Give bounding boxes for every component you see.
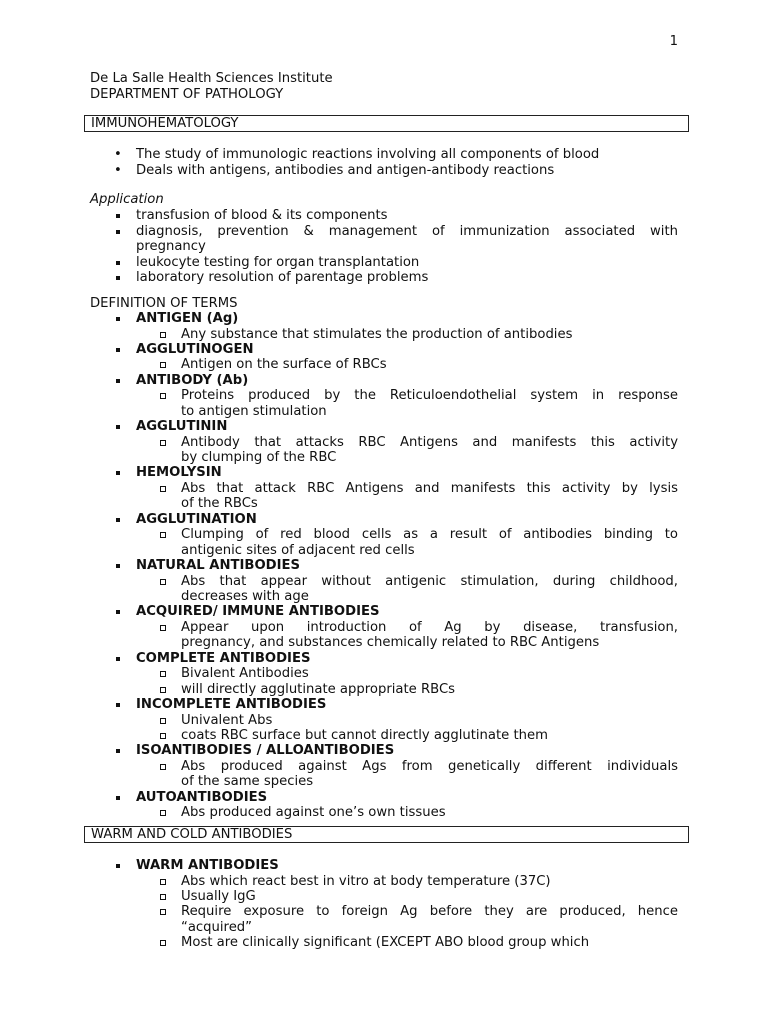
definition-text: Abs produced against Ags from genetically different individuals [181, 758, 678, 774]
term-label: HEMOLYSIN [136, 465, 222, 481]
list-item-text: pregnancy [136, 239, 206, 254]
hollow-square-bullet-icon [160, 625, 166, 631]
term-item [0, 419, 768, 435]
term-item [0, 342, 768, 358]
definition-text: Abs produced against one’s own tissues [181, 805, 446, 821]
warm-antibodies-list [0, 858, 768, 951]
hollow-square-bullet-icon [160, 393, 166, 399]
hollow-square-bullet-icon [160, 362, 166, 368]
definition-text: Abs that attack RBC Antigens and manifests this activity by lysis [181, 480, 678, 496]
definition-text: Most are clinically significant (EXCEPT ABO blood group which [181, 935, 590, 951]
definition-text: Proteins produced by the Reticuloendothelial system in response [181, 388, 678, 404]
hollow-square-bullet-icon [160, 579, 166, 585]
square-bullet-icon [116, 703, 120, 707]
term-item [0, 651, 768, 667]
term-label: AGGLUTINOGEN [136, 341, 254, 357]
definition-item [0, 682, 768, 697]
definition-item [0, 874, 768, 889]
definition-item [0, 574, 768, 605]
section-heading-warm-cold: WARM AND COLD ANTIBODIES [84, 826, 689, 843]
definition-item [0, 357, 768, 372]
definition-text: of the RBCs [181, 496, 258, 512]
definition-item [0, 666, 768, 681]
definitions-list [0, 311, 768, 821]
application-list [0, 208, 768, 286]
hollow-square-bullet-icon [160, 879, 166, 885]
definition-text: Univalent Abs [181, 712, 273, 728]
square-bullet-icon [116, 348, 120, 352]
square-bullet-icon [116, 317, 120, 321]
hollow-square-bullet-icon [160, 440, 166, 446]
definition-item [0, 889, 768, 904]
definitions-heading: DEFINITION OF TERMS [90, 296, 238, 311]
definition-text: Appear upon introduction of Ag by disease, transfusion, [181, 619, 678, 635]
definition-text: Bivalent Antibodies [181, 666, 309, 682]
list-item [0, 208, 768, 224]
definition-item [0, 713, 768, 728]
term-label: AGGLUTININ [136, 419, 228, 435]
list-item [0, 255, 768, 271]
hollow-square-bullet-icon [160, 718, 166, 724]
definition-text: antigenic sites of adjacent red cells [181, 542, 415, 558]
hollow-square-bullet-icon [160, 894, 166, 900]
hollow-square-bullet-icon [160, 909, 166, 915]
term-item [0, 558, 768, 574]
square-bullet-icon [116, 471, 120, 475]
list-item-text: laboratory resolution of parentage problems [136, 270, 429, 285]
definition-item [0, 481, 768, 512]
definition-text: Antigen on the surface of RBCs [181, 357, 387, 373]
term-item [0, 311, 768, 327]
definition-text: coats RBC surface but cannot directly agglutinate them [181, 727, 548, 743]
hollow-square-bullet-icon [160, 687, 166, 693]
term-item [0, 858, 768, 874]
list-item-text: leukocyte testing for organ transplantation [136, 254, 420, 270]
square-bullet-icon [116, 425, 120, 429]
definition-text: Abs which react best in vitro at body temperature (37C) [181, 873, 551, 889]
term-label: INCOMPLETE ANTIBODIES [136, 697, 327, 712]
term-item [0, 790, 768, 806]
term-item [0, 373, 768, 389]
definition-text: Abs that appear without antigenic stimulation, during childhood, [181, 573, 678, 589]
bullet-icon: • [114, 162, 122, 178]
square-bullet-icon [116, 214, 120, 218]
term-item [0, 697, 768, 713]
term-label: AUTOANTIBODIES [136, 789, 268, 805]
list-item-text: The study of immunologic reactions involving all components of blood [136, 147, 600, 162]
term-item [0, 743, 768, 759]
hollow-square-bullet-icon [160, 532, 166, 538]
definition-text: of the same species [181, 774, 314, 790]
square-bullet-icon [116, 518, 120, 522]
definition-text: Usually IgG [181, 888, 256, 904]
term-label: AGGLUTINATION [136, 511, 257, 527]
square-bullet-icon [116, 657, 120, 661]
definition-text: decreases with age [181, 588, 309, 604]
definition-item [0, 527, 768, 558]
section-heading-immunohematology: IMMUNOHEMATOLOGY [84, 115, 689, 132]
definition-text: “acquired” [181, 919, 253, 935]
square-bullet-icon [116, 261, 120, 265]
definition-item [0, 327, 768, 342]
square-bullet-icon [116, 230, 120, 234]
hollow-square-bullet-icon [160, 486, 166, 492]
list-item [0, 224, 768, 240]
term-label: ANTIGEN (Ag) [136, 311, 239, 326]
definition-text: to antigen stimulation [181, 403, 327, 419]
hollow-square-bullet-icon [160, 733, 166, 739]
list-item [0, 270, 768, 286]
definition-text: Require exposure to foreign Ag before they are produced, hence [181, 904, 678, 920]
term-item [0, 512, 768, 528]
hollow-square-bullet-icon [160, 332, 166, 338]
list-item [0, 163, 768, 179]
intro-bullet-list [0, 147, 768, 178]
definition-item [0, 759, 768, 790]
term-label: ACQUIRED/ IMMUNE ANTIBODIES [136, 604, 380, 620]
definition-item [0, 904, 768, 935]
term-item [0, 604, 768, 620]
definition-text: pregnancy, and substances chemically related to RBC Antigens [181, 635, 600, 651]
term-label: COMPLETE ANTIBODIES [136, 650, 311, 666]
term-label: NATURAL ANTIBODIES [136, 558, 301, 574]
term-item [0, 465, 768, 481]
square-bullet-icon [116, 749, 120, 753]
hollow-square-bullet-icon [160, 671, 166, 677]
definition-text: Any substance that stimulates the production of antibodies [181, 326, 573, 342]
definition-item [0, 435, 768, 466]
document-header [90, 71, 333, 102]
definition-text: by clumping of the RBC [181, 450, 337, 466]
square-bullet-icon [116, 564, 120, 568]
definition-item [0, 388, 768, 419]
definition-item [0, 805, 768, 820]
definition-text: will directly agglutinate appropriate RBCs [181, 681, 456, 697]
square-bullet-icon [116, 796, 120, 800]
square-bullet-icon [116, 610, 120, 614]
square-bullet-icon [116, 864, 120, 868]
definition-item [0, 620, 768, 651]
hollow-square-bullet-icon [160, 810, 166, 816]
list-item-continuation [0, 239, 768, 255]
bullet-icon: • [114, 147, 122, 162]
square-bullet-icon [116, 379, 120, 383]
definition-item [0, 728, 768, 743]
hollow-square-bullet-icon [160, 940, 166, 946]
department-name: DEPARTMENT OF PATHOLOGY [90, 86, 284, 102]
definition-item [0, 935, 768, 950]
term-label: ANTIBODY (Ab) [136, 372, 249, 388]
page-number: 1 [669, 34, 678, 49]
term-label: WARM ANTIBODIES [136, 858, 279, 873]
definition-text: Clumping of red blood cells as a result of antibodies binding to [181, 527, 678, 543]
square-bullet-icon [116, 276, 120, 280]
list-item [0, 147, 768, 163]
institution-name: De La Salle Health Sciences Institute [90, 71, 333, 86]
application-heading: Application [90, 192, 164, 207]
term-label: ISOANTIBODIES / ALLOANTIBODIES [136, 743, 395, 759]
hollow-square-bullet-icon [160, 764, 166, 770]
definition-text: Antibody that attacks RBC Antigens and manifests this activity [181, 434, 678, 450]
list-item-text: diagnosis, prevention & management of immunization associated with [136, 223, 678, 239]
list-item-text: Deals with antigens, antibodies and antigen-antibody reactions [136, 162, 555, 178]
list-item-text: transfusion of blood & its components [136, 208, 388, 223]
